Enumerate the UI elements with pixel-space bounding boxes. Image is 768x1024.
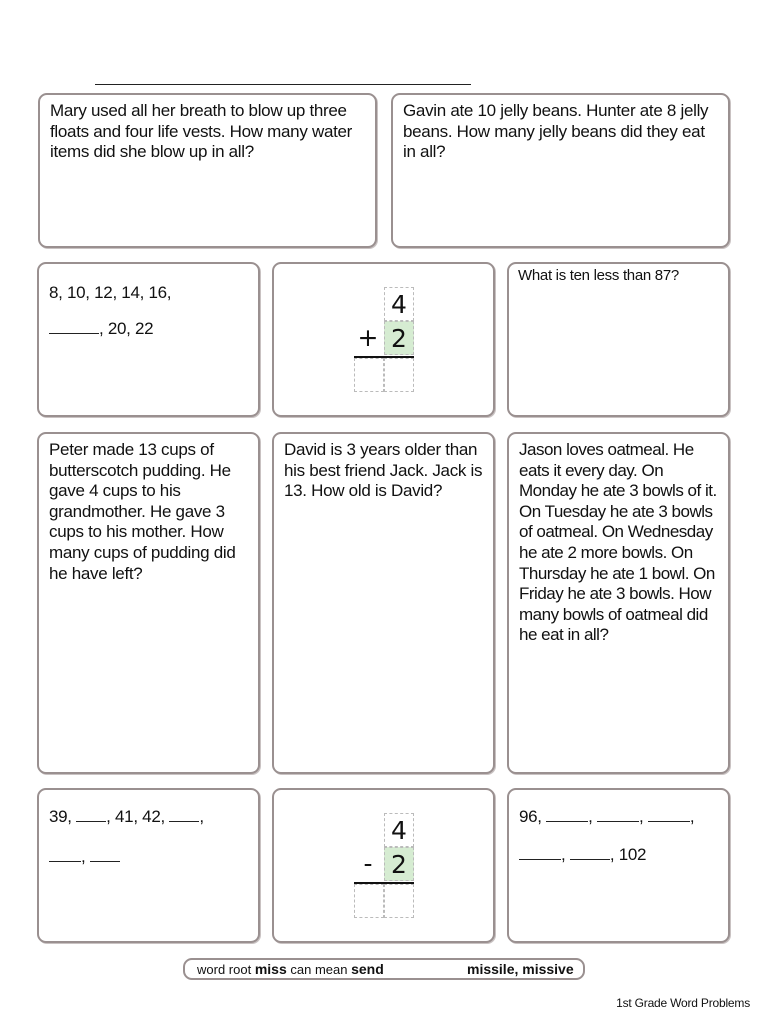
answer-blank[interactable] xyxy=(90,847,120,862)
plus-sign: + xyxy=(357,323,379,352)
sequence-end: , 102 xyxy=(609,845,647,864)
problem-card-mary xyxy=(38,93,377,248)
answer-ones-cell[interactable] xyxy=(384,358,414,392)
sequence-separator: , xyxy=(561,845,566,864)
sequence-line-1 xyxy=(509,807,704,827)
top-digit: 4 xyxy=(384,287,414,321)
sequence-separator: , xyxy=(199,807,204,826)
word-root-banner xyxy=(183,958,585,980)
answer-blank[interactable] xyxy=(76,807,106,822)
answer-blank[interactable] xyxy=(648,807,690,822)
answer-blank[interactable] xyxy=(546,807,588,822)
answer-tens-cell[interactable] xyxy=(354,358,384,392)
top-digit: 4 xyxy=(384,813,414,847)
sequence-start: 39, xyxy=(49,807,72,826)
ten-less-card xyxy=(507,262,730,417)
sequence-separator: , xyxy=(81,847,86,866)
problem-text: Gavin ate 10 jelly beans. Hunter ate 8 jelly beans. How many jelly beans did they eat in all? xyxy=(403,101,709,162)
word-root-definition: word root miss can mean send xyxy=(197,961,384,977)
problem-card-david xyxy=(272,432,495,774)
answer-blank[interactable] xyxy=(597,807,639,822)
problem-card-jason xyxy=(507,432,730,774)
sequence-separator: , xyxy=(639,807,644,826)
answer-blank[interactable] xyxy=(519,845,561,860)
sequence-card-c xyxy=(507,788,730,943)
sequence-suffix: , 20, 22 xyxy=(99,319,154,338)
answer-blank[interactable] xyxy=(570,845,610,860)
problem-text: Peter made 13 cups of butterscotch pudding. He gave 4 cups to his grandmother. He gave 3 cups to his mother. How many cups of pudding did he have left? xyxy=(49,440,236,583)
sequence-start: 96, xyxy=(519,807,542,826)
answer-blank[interactable] xyxy=(169,807,199,822)
sequence-card-a xyxy=(37,262,260,417)
answer-blank[interactable] xyxy=(49,847,81,862)
addition-card xyxy=(272,262,495,417)
problem-text: Mary used all her breath to blow up three floats and four life vests. How many water items did she blow up in all? xyxy=(50,101,353,162)
answer-ones-cell[interactable] xyxy=(384,884,414,918)
name-line xyxy=(95,84,471,85)
bottom-digit: 2 xyxy=(384,321,414,355)
answer-blank[interactable] xyxy=(49,319,99,334)
answer-tens-cell[interactable] xyxy=(354,884,384,918)
problem-card-peter xyxy=(37,432,260,774)
sequence-line-2 xyxy=(39,319,163,339)
subtraction-card xyxy=(272,788,495,943)
sequence-line-2 xyxy=(39,847,130,867)
problem-text: Jason loves oatmeal. He eats it every day. On Monday he ate 3 bowls of it. On Tuesday he ate 3 bowls of oatmeal. On Wednesday he ate 2 more bowls. On Thursday he ate 1 bowl. On Friday he ate 3 bowls. How many bowls of oatmeal did he eat in all? xyxy=(519,440,717,645)
worksheet-credit: 1st Grade Word Problems xyxy=(616,996,750,1010)
problem-card-gavin xyxy=(391,93,730,248)
sequence-line-2 xyxy=(509,845,656,865)
subtraction-problem xyxy=(354,813,414,923)
bottom-digit: 2 xyxy=(384,847,414,881)
sequence-separator: , xyxy=(689,807,695,826)
sequence-separator: , xyxy=(588,807,593,826)
minus-sign: - xyxy=(363,849,373,878)
problem-text: David is 3 years older than his best friend Jack. Jack is 13. How old is David? xyxy=(284,440,483,501)
sequence-middle: , 41, 42, xyxy=(106,807,165,826)
sequence-line-1 xyxy=(39,807,214,827)
sequence-card-b xyxy=(37,788,260,943)
sequence-line-1: 8, 10, 12, 14, 16, xyxy=(49,283,172,302)
problem-text: What is ten less than 87? xyxy=(518,267,679,284)
word-root-examples: missile, missive xyxy=(467,961,574,977)
addition-problem xyxy=(354,287,414,397)
